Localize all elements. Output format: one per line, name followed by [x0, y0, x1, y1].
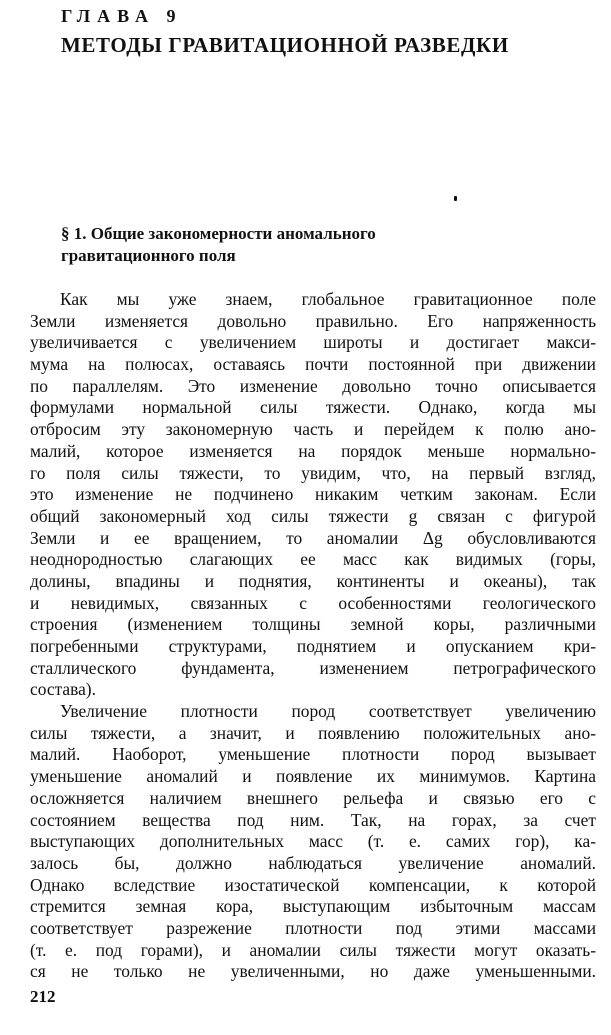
text-line: увеличивается с увеличением широты и достигает макси-	[30, 332, 596, 353]
text-line: малий. Наоборот, уменьшение плотности пород вызывает	[30, 744, 596, 765]
print-speck	[454, 196, 457, 201]
text-line: общий закономерный ход силы тяжести g связан с фигурой	[30, 505, 596, 526]
text-line: Как мы уже знаем, глобальное гравитационное поле	[60, 289, 596, 309]
text-line: силы тяжести, а значит, и появлению положительных ано-	[30, 722, 596, 743]
text-line: состоянием вещества под ним. Так, на горах, за счет	[30, 809, 596, 830]
page-number: 212	[30, 987, 56, 1006]
text-line: ся не только не увеличенными, но даже уменьшенными.	[30, 961, 596, 982]
text-line: (т. е. под горами), и аномалии силы тяжести могут оказать-	[30, 939, 596, 960]
section-heading-line: § 1. Общие закономерности аномального	[61, 224, 376, 243]
text-line: по параллелям. Это изменение довольно точно описывается	[30, 375, 596, 396]
text-line: соответствует разрежение плотности под этими массами	[30, 917, 596, 938]
text-line: долины, впадины и поднятия, континенты и океаны), так	[30, 570, 596, 591]
text-line: неоднородностью слагающих ее масс как видимых (горы,	[30, 549, 596, 570]
text-line: залось бы, должно наблюдаться увеличение аномалий.	[30, 852, 596, 873]
text-line: строения (изменением толщины земной коры, различными	[30, 614, 596, 635]
text-line: сталлического фундамента, изменением петрографического	[30, 657, 596, 678]
text-line: состава).	[30, 679, 96, 700]
section-heading-line: гравитационного поля	[61, 246, 236, 265]
text-line: Однако вследствие изостатической компенсации, к которой	[30, 874, 596, 895]
text-line: осложняется наличием внешнего рельефа и связью его с	[30, 787, 596, 808]
chapter-label: ГЛАВА 9	[61, 6, 183, 26]
text-line: это изменение не подчинено никаким четким законам. Если	[30, 484, 596, 505]
text-line: стремится земная кора, выступающим избыточным массам	[30, 896, 596, 917]
text-line: го поля силы тяжести, то увидим, что, на первый взгляд,	[30, 462, 596, 483]
text-line: Земли и ее вращением, то аномалии Δg обусловливаются	[30, 527, 596, 548]
text-line: формулами нормальной силы тяжести. Однако, когда мы	[30, 397, 596, 418]
body-text	[30, 289, 596, 983]
text-line: уменьшение аномалий и появление их минимумов. Картина	[30, 766, 596, 787]
text-line: выступающих дополнительных масс (т. е. самих гор), ка-	[30, 831, 596, 852]
text-line: погребенными структурами, поднятием и опусканием кри-	[30, 636, 596, 656]
text-line: Увеличение плотности пород соответствует увеличению	[60, 701, 596, 722]
text-line: отбросим эту закономерную часть и перейдем к полю ано-	[30, 419, 596, 440]
section-heading	[61, 223, 531, 267]
text-line: и невидимых, связанных с особенностями геологического	[30, 592, 596, 613]
text-line: Земли изменяется довольно правильно. Его напряженность	[30, 310, 596, 331]
chapter-title: МЕТОДЫ ГРАВИТАЦИОННОЙ РАЗВЕДКИ	[61, 33, 509, 57]
text-line: мума на полюсах, оставаясь почти постоянной при движении	[30, 354, 596, 375]
text-line: малий, которое изменяется на порядок меньше нормально-	[30, 440, 596, 461]
